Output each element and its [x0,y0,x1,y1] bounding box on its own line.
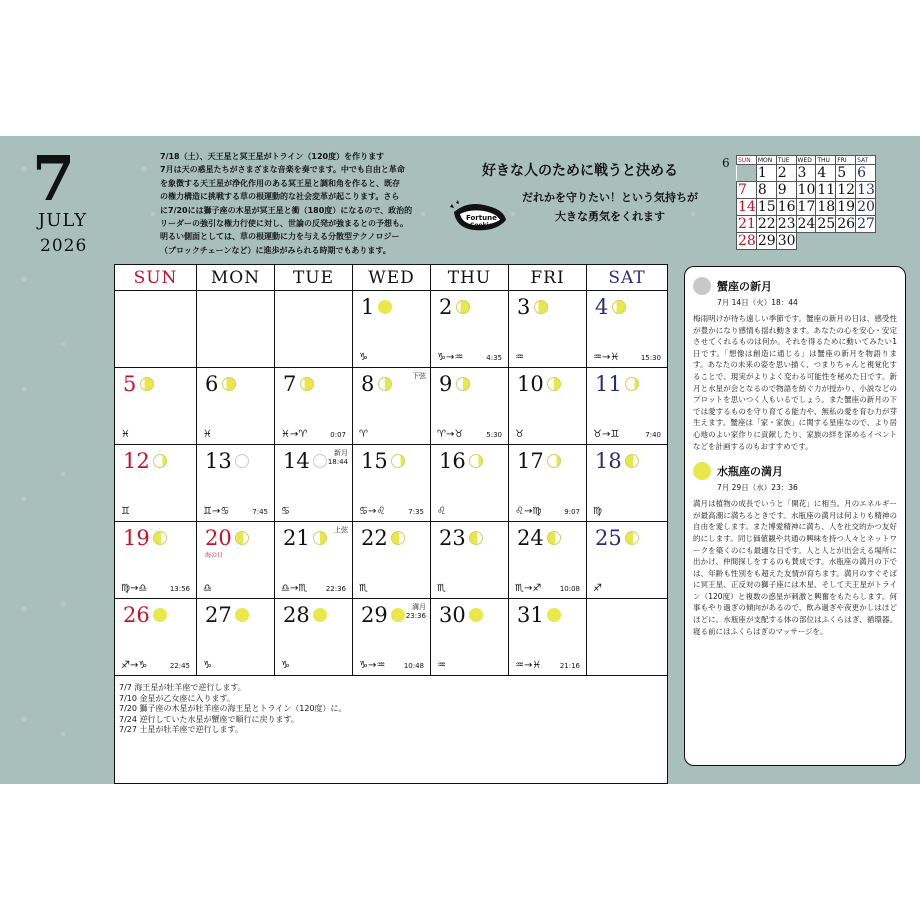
day-number: 25 [595,526,622,550]
day-cell [431,368,509,444]
moon-phase-icon [378,377,392,391]
zodiac-transit: ♌ [437,506,446,517]
day-number: 30 [439,603,466,627]
moon-phase-icon [547,377,561,391]
mini-weekday: SUN [737,156,757,165]
day-cell [587,368,667,444]
intro-line: 7月は天の惑星たちがさまざまな音楽を奏でます。中でも自由と革命 [160,165,405,175]
day-number: 12 [123,449,150,473]
day-number: 7 [283,372,297,396]
mini-day: 12 [837,182,856,198]
mini-day: 29 [757,233,776,249]
day-cell [353,368,431,444]
moon-phase-icon [222,377,236,391]
moon-phase-icon [612,300,626,314]
zodiac-transit: ♉ [515,429,524,440]
day-number: 21 [283,526,310,550]
day-number: 1 [361,295,375,319]
mini-day [856,233,876,250]
astro-note: 7/7 海王星が牡羊座で逆行します。 [119,683,246,692]
day-cell [587,291,667,367]
moon-phase-icon [391,608,405,622]
new-moon-title: 蟹座の新月 [717,280,772,293]
moon-phase-icon [313,608,327,622]
transit-time: 7:45 [252,508,268,516]
week-row [115,291,667,368]
day-cell [115,291,197,367]
day-cell [431,599,509,675]
day-number: 23 [439,526,466,550]
day-number: 28 [283,603,310,627]
day-cell [197,522,275,598]
moon-phase-icon [153,531,167,545]
zodiac-transit: ♑ [281,660,290,671]
intro-line: 明るい側面としては、草の根運動に力を与える分散型テクノロジー [160,232,400,242]
phase-note: 満月 23:36 [405,603,426,620]
mini-day: 25 [817,216,836,232]
mini-day: 30 [777,233,796,249]
svg-text:Cookie: Cookie [470,222,493,229]
intro-line: リーダーの強引な権力行使に対し、世論の反発が強まるとの予想も。 [160,219,408,229]
fortune-sub-line-2: 大きな勇気をくれます [555,210,665,223]
zodiac-transit: ♋ [281,506,290,517]
mini-day: 4 [816,165,836,182]
holiday-label: 海の日 [205,552,224,559]
mini-day: 1 [756,165,776,182]
moon-phase-icon [313,531,327,545]
fortune-sub-line-1: だれかを守りたい！という気持ちが [522,191,698,204]
day-cell [353,291,431,367]
day-number: 31 [517,603,544,627]
month-number: 7 [32,142,76,215]
transit-time: 22:45 [169,662,190,670]
zodiac-transit: ♑ [203,660,212,671]
day-number: 9 [439,372,453,396]
day-number: 4 [595,295,609,319]
fortune-cookie-logo [448,198,510,238]
day-cell [275,522,353,598]
astro-note: 7/27 土星が牡羊座で逆行します。 [119,725,243,735]
new-moon-date: 7月 14日（火）18：44 [717,298,798,307]
day-cell [353,522,431,598]
day-cell [275,445,353,521]
mini-weekday: TUE [776,156,796,165]
weekday-fri: FRI [509,265,587,290]
day-cell [509,291,587,367]
mini-day: 3 [796,165,816,182]
zodiac-transit: ♈→♉ [437,429,464,440]
mini-day: 5 [836,165,856,182]
mini-day: 27 [857,216,875,232]
mini-day: 26 [837,216,856,232]
mini-weekday: SAT [856,156,876,165]
moon-phase-icon [547,531,561,545]
main-calendar [114,264,668,784]
week-row [115,599,667,676]
moon-phase-icon [235,531,249,545]
moon-phase-icon [456,300,470,314]
day-number: 17 [517,449,544,473]
day-number: 16 [439,449,466,473]
day-number: 6 [205,372,219,396]
moon-phase-icon [469,454,483,468]
transit-time: 22:36 [325,585,346,593]
moon-phase-icon [140,377,154,391]
mini-day: 23 [777,216,796,232]
mini-day: 13 [857,182,875,198]
full-moon-body: 満月は植物の成長でいうと「開花」に相当。月のエネルギーが最高潮に満ちるときです。水瓶座の満月は何よりも精神の自由を愛します。また博愛精神に満ち、人を社交的かつ友好的にします。同じ価値観や共通の興味を持つ人々とネットワークを築くのにも最適な日です。人と人とが出会える場所に出かけ、仲間探しをするのも賛成です。水瓶座の満月の下では、年齢も性別をも超えた友情が育ちます。満月のすぐそばに冥王星、正反対の獅子座には木星、そして天王星がトライン（120度）と複数の惑星が刺激と興奮をもたらします。何事もやり過ぎの傾向があるので、飲み過ぎや夜更かしはほどほどに。水瓶座が支配する体の部位はふくらはぎ、循環器。寝る前にはふくらはぎのマッサージを。 [693,499,897,636]
zodiac-transit: ♉→♊ [593,429,620,440]
fortune-title: 好きな人のために戦うと決める [482,163,678,179]
weekday-tue: TUE [275,265,353,290]
moon-phase-icon [235,454,249,468]
day-cell [115,522,197,598]
mini-weekday: FRI [836,156,856,165]
moon-phase-icon [153,608,167,622]
transit-time: 4:35 [486,354,502,362]
phase-note: 下弦 [412,372,426,380]
mini-day: 17 [797,199,816,215]
day-cell [509,445,587,521]
transit-time: 0:07 [330,431,346,439]
zodiac-transit: ♑→♒ [359,660,386,671]
astro-note: 7/10 金星が乙女座に入ります。 [119,693,235,703]
transit-time: 10:48 [403,662,424,670]
transit-time: 7:40 [645,431,661,439]
moon-phase-icon [625,454,639,468]
full-moon-header [693,462,897,480]
moon-phase-icon [391,531,405,545]
day-cell [115,368,197,444]
transit-time: 10:08 [559,585,580,593]
day-number: 20 [205,526,232,550]
day-number: 11 [595,372,622,396]
mini-day: 22 [757,216,776,232]
intro-text [160,150,445,257]
day-number: 15 [361,449,388,473]
moon-phase-panel [684,266,906,766]
moon-phase-icon [313,454,327,468]
zodiac-transit: ♓→♈ [281,429,308,440]
astro-notes [119,683,347,736]
intro-line: （ブロックチェーンなど）に進歩がみられる時期でもあります。 [160,245,391,255]
zodiac-transit: ♎ [203,583,212,594]
mini-day [816,233,836,250]
weekday-thu: THU [431,265,509,290]
transit-time: 9:07 [564,508,580,516]
day-number: 24 [517,526,544,550]
mini-calendar [736,155,876,250]
month-name: JULY [38,210,88,231]
moon-phase-icon [625,531,639,545]
mini-day: 14 [738,199,756,215]
week-row [115,445,667,522]
moon-phase-icon [153,454,167,468]
day-cell [115,445,197,521]
zodiac-transit: ♒→♓ [515,660,542,671]
zodiac-transit: ♐→♑ [121,660,148,671]
zodiac-transit: ♎→♏ [281,583,308,594]
new-moon-header [693,277,897,295]
moon-phase-icon [378,300,392,314]
day-number: 13 [205,449,232,473]
full-moon-icon [693,462,711,480]
moon-phase-icon [456,377,470,391]
zodiac-transit: ♒ [515,352,524,363]
zodiac-transit: ♏→♐ [515,583,542,594]
day-cell [587,599,667,675]
week-row [115,522,667,599]
mini-calendar-month: 6 [722,156,730,170]
zodiac-transit: ♌→♍ [515,506,542,517]
zodiac-transit: ♏ [437,583,446,594]
moon-phase-icon [300,377,314,391]
mini-day: 9 [776,182,796,199]
day-cell [509,522,587,598]
day-number: 18 [595,449,622,473]
phase-note: 上弦 [334,526,348,534]
zodiac-transit: ♓ [121,429,130,440]
day-cell [115,599,197,675]
mini-day: 16 [777,199,796,215]
day-cell [587,522,667,598]
weekday-mon: MON [197,265,275,290]
full-moon-date: 7月 29日（水）23：36 [717,483,798,493]
day-cell [353,599,431,675]
day-cell [275,291,353,367]
zodiac-transit: ♒ [437,660,446,671]
mini-day [836,233,856,250]
day-cell [431,522,509,598]
mini-day: 28 [738,233,756,249]
zodiac-transit: ♐ [593,583,602,594]
weekday-wed: WED [353,265,431,290]
mini-weekday: WED [796,156,816,165]
zodiac-transit: ♒→♓ [593,352,620,363]
phase-note: 新月 18:44 [327,449,348,466]
day-cell [197,368,275,444]
zodiac-transit: ♏ [359,583,368,594]
day-cell [431,445,509,521]
mini-day: 20 [857,199,875,215]
mini-day: 11 [817,182,836,198]
day-cell [197,291,275,367]
moon-phase-icon [534,300,548,314]
moon-phase-icon [469,608,483,622]
day-number: 27 [205,603,232,627]
new-moon-body: 梅雨明けが待ち遠しい季節です。蟹座の新月の日は、感受性が豊かになり感情も揺れ動きます。あなたの心を安心・安定させてくれるものは何か。それを得るために動いてみたい1日です。「想像は創造に通じる」は蟹座の新月を物語ります。あなたの未来の姿を思い描く、つまりちゃんと視覚化することで、現実がよりよく変わる可能性を秘めた日です。新月と水星が会となるので物語を紡ぐ力が授かり、小説などのプロットを思いつく人もいるでしょう。また蟹座の新月の下では愛するものを守り育てる能力や、無私の愛を育む力が芽生えます。蟹座は「家・家族」に関する星座なので、より居心地のよい家作りに貢献したり、家族の絆を深めるイベントなどを計画するのもおすすめです。 [693,314,897,451]
day-cell [275,599,353,675]
transit-time: 5:30 [486,431,502,439]
year: 2026 [40,236,88,256]
day-cell [197,445,275,521]
day-number: 10 [517,372,544,396]
zodiac-transit: ♋→♌ [359,506,386,517]
zodiac-transit: ♊→♋ [203,506,230,517]
mini-day: 2 [776,165,796,182]
day-number: 19 [123,526,150,550]
mini-day: 18 [817,199,836,215]
weekday-header [115,265,667,291]
calendar-grid [115,291,667,676]
transit-time: 13:56 [169,585,190,593]
mini-day: 24 [797,216,816,232]
day-number: 22 [361,526,388,550]
day-cell [275,368,353,444]
mini-day: 8 [756,182,776,199]
zodiac-transit: ♓ [203,429,212,440]
zodiac-transit: ♈ [359,429,368,440]
zodiac-transit: ♊ [121,506,130,517]
week-row [115,368,667,445]
intro-line: に7/20には獅子座の木星が冥王星と衝（180度）になるので、政治的 [160,205,413,215]
moon-phase-icon [625,377,639,391]
mini-day: 19 [837,199,856,215]
moon-phase-icon [235,608,249,622]
fortune-subtitle [505,188,715,226]
mini-day: 21 [738,216,756,232]
day-cell [431,291,509,367]
day-cell [509,599,587,675]
day-number: 5 [123,372,137,396]
svg-text:Fortune: Fortune [466,214,497,222]
day-number: 2 [439,295,453,319]
mini-day [796,233,816,250]
day-number: 3 [517,295,531,319]
zodiac-transit: ♍→♎ [121,583,148,594]
astro-note: 7/24 逆行していた水星が蟹座で順行に戻ります。 [119,714,299,724]
day-cell [509,368,587,444]
zodiac-transit: ♑ [359,352,368,363]
day-cell [587,445,667,521]
moon-phase-icon [547,608,561,622]
day-cell [353,445,431,521]
day-number: 8 [361,372,375,396]
mini-weekday: MON [756,156,776,165]
mini-day: 7 [737,182,757,199]
day-number: 26 [123,603,150,627]
weekday-sun: SUN [115,265,197,290]
transit-time: 7:35 [408,508,424,516]
zodiac-transit: ♍ [593,506,602,517]
moon-phase-icon [469,531,483,545]
astro-note: 7/20 獅子座の木星が牡羊座の海王星とトライン（120度）に。 [119,704,347,714]
weekday-sat: SAT [608,268,646,288]
day-number: 14 [283,449,310,473]
day-number: 29 [361,603,388,627]
zodiac-transit: ♑→♒ [437,352,464,363]
moon-phase-icon [547,454,561,468]
transit-time: 21:16 [559,662,580,670]
mini-day: 6 [856,165,876,182]
day-cell [197,599,275,675]
intro-line: を象徴する天王星が浄化作用のある冥王星と調和角を作ると、既存 [160,178,400,188]
mini-day: 10 [797,182,816,198]
full-moon-title: 水瓶座の満月 [717,465,783,479]
moon-phase-icon [391,454,405,468]
mini-day [737,165,757,182]
mini-day: 15 [757,199,776,215]
transit-time: 15:30 [640,354,661,362]
intro-line: 7/18（土）、天王星と冥王星がトライン（120度）を作ります [160,152,385,161]
intro-line: の権力構造に挑戦する草の根運動的な社会変革が起こります。さら [160,192,400,202]
new-moon-icon [693,277,711,295]
mini-weekday: THU [816,156,836,165]
